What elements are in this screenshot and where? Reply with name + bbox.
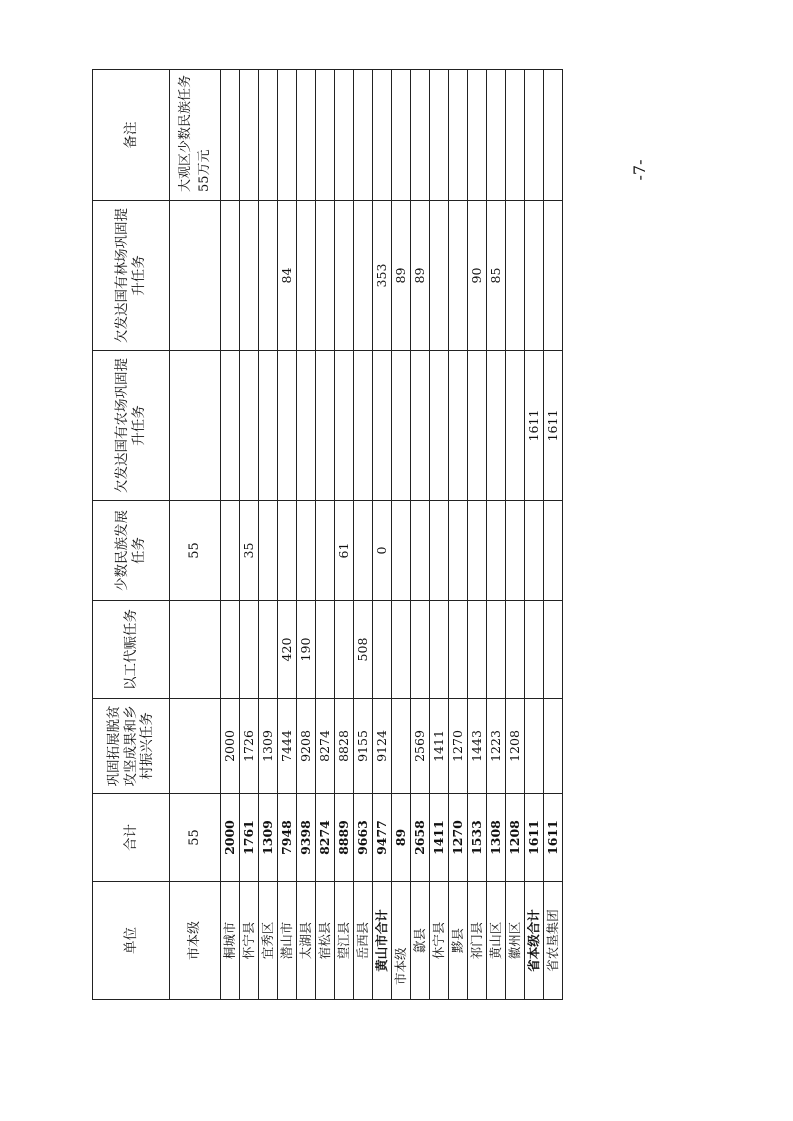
table-row [297,70,316,1000]
cell-nongchang [221,351,240,501]
cell-yigong [487,601,506,699]
cell-note [221,70,240,201]
cell-linchang [316,201,335,351]
cell-unit: 市本级 [170,882,221,1000]
cell-yigong: 508 [354,601,373,699]
cell-shaoshu [449,501,468,601]
cell-gonggu: 9155 [354,699,373,794]
cell-shaoshu [392,501,411,601]
cell-total: 2000 [221,794,240,882]
cell-unit: 望江县 [335,882,354,1000]
cell-shaoshu: 35 [240,501,259,601]
cell-shaoshu [487,501,506,601]
cell-shaoshu [259,501,278,601]
cell-linchang [506,201,525,351]
cell-unit: 黄山市合计 [373,882,392,1000]
cell-gonggu: 8828 [335,699,354,794]
page-number: -7- [630,159,649,181]
table-row [221,70,240,1000]
table-row [240,70,259,1000]
cell-linchang [449,201,468,351]
cell-linchang [335,201,354,351]
header-total: 合计 [93,794,170,882]
cell-gonggu: 7444 [278,699,297,794]
cell-nongchang [240,351,259,501]
cell-gonggu: 1270 [449,699,468,794]
cell-total: 1308 [487,794,506,882]
cell-yigong [170,601,221,699]
cell-linchang [259,201,278,351]
cell-unit: 太湖县 [297,882,316,1000]
cell-nongchang [468,351,487,501]
cell-note [449,70,468,201]
cell-shaoshu [468,501,487,601]
cell-linchang: 84 [278,201,297,351]
cell-unit: 省本级合计 [525,882,544,1000]
cell-total: 9663 [354,794,373,882]
cell-nongchang [506,351,525,501]
cell-shaoshu [221,501,240,601]
table-row [392,70,411,1000]
cell-unit: 怀宁县 [240,882,259,1000]
cell-note [354,70,373,201]
cell-unit: 省农垦集团 [544,882,563,1000]
cell-shaoshu [411,501,430,601]
cell-linchang [354,201,373,351]
cell-nongchang [430,351,449,501]
cell-total: 1533 [468,794,487,882]
table-row [506,70,525,1000]
cell-total: 1761 [240,794,259,882]
cell-nongchang: 1611 [544,351,563,501]
table-row [449,70,468,1000]
cell-nongchang [411,351,430,501]
cell-shaoshu [278,501,297,601]
table-row [487,70,506,1000]
table-row [544,70,563,1000]
table-row [316,70,335,1000]
table-row [259,70,278,1000]
cell-gonggu: 2569 [411,699,430,794]
cell-gonggu [544,699,563,794]
cell-yigong: 420 [278,601,297,699]
header-nongchang: 欠发达国有农场巩固提升任务 [93,351,170,501]
table-row [430,70,449,1000]
cell-nongchang [278,351,297,501]
cell-nongchang [259,351,278,501]
cell-gonggu: 1309 [259,699,278,794]
cell-note [544,70,563,201]
cell-gonggu [525,699,544,794]
cell-total: 9477 [373,794,392,882]
cell-shaoshu [316,501,335,601]
cell-total: 1270 [449,794,468,882]
cell-linchang [221,201,240,351]
cell-total: 8274 [316,794,335,882]
cell-yigong [525,601,544,699]
cell-total: 1411 [430,794,449,882]
cell-unit: 黄山区 [487,882,506,1000]
header-gonggu: 巩固拓展脱贫攻坚成果和乡村振兴任务 [93,699,170,794]
cell-shaoshu: 55 [170,501,221,601]
header-unit: 单位 [93,882,170,1000]
cell-gonggu: 1726 [240,699,259,794]
cell-total: 1309 [259,794,278,882]
cell-shaoshu: 0 [373,501,392,601]
cell-nongchang: 1611 [525,351,544,501]
cell-unit: 潜山市 [278,882,297,1000]
cell-yigong [221,601,240,699]
cell-gonggu: 1223 [487,699,506,794]
cell-note [335,70,354,201]
cell-note [468,70,487,201]
header-yigong: 以工代赈任务 [93,601,170,699]
cell-gonggu [170,699,221,794]
cell-unit: 黟县 [449,882,468,1000]
cell-nongchang [297,351,316,501]
cell-note [487,70,506,201]
cell-total: 1611 [525,794,544,882]
cell-yigong [373,601,392,699]
cell-unit: 宜秀区 [259,882,278,1000]
table-row [468,70,487,1000]
cell-yigong [468,601,487,699]
cell-linchang [544,201,563,351]
cell-linchang: 89 [411,201,430,351]
cell-unit: 桐城市 [221,882,240,1000]
cell-yigong [335,601,354,699]
cell-nongchang [373,351,392,501]
cell-nongchang [354,351,373,501]
cell-note [411,70,430,201]
cell-nongchang [487,351,506,501]
cell-gonggu: 8274 [316,699,335,794]
cell-total: 2658 [411,794,430,882]
table-row [170,70,221,1000]
cell-yigong: 190 [297,601,316,699]
cell-note [259,70,278,201]
cell-note [392,70,411,201]
cell-note [278,70,297,201]
cell-unit: 歙县 [411,882,430,1000]
table-row-subtotal [373,70,392,1000]
cell-shaoshu [354,501,373,601]
header-shaoshu: 少数民族发展任务 [93,501,170,601]
cell-note [297,70,316,201]
cell-total: 8889 [335,794,354,882]
cell-yigong [240,601,259,699]
cell-gonggu: 1208 [506,699,525,794]
cell-shaoshu [525,501,544,601]
cell-gonggu: 9124 [373,699,392,794]
cell-unit: 岳西县 [354,882,373,1000]
cell-nongchang [449,351,468,501]
cell-yigong [411,601,430,699]
cell-gonggu: 1411 [430,699,449,794]
cell-unit: 休宁县 [430,882,449,1000]
cell-linchang [525,201,544,351]
cell-total: 1611 [544,794,563,882]
cell-linchang: 85 [487,201,506,351]
cell-yigong [392,601,411,699]
cell-note [506,70,525,201]
cell-note [316,70,335,201]
cell-gonggu: 1443 [468,699,487,794]
table-row [354,70,373,1000]
cell-linchang [430,201,449,351]
cell-linchang: 353 [373,201,392,351]
cell-yigong [316,601,335,699]
rotated-table-wrapper [92,70,561,1000]
cell-yigong [544,601,563,699]
cell-nongchang [335,351,354,501]
cell-note [525,70,544,201]
cell-total: 9398 [297,794,316,882]
cell-gonggu: 9208 [297,699,316,794]
cell-gonggu [392,699,411,794]
cell-unit: 宿松县 [316,882,335,1000]
cell-linchang [297,201,316,351]
cell-unit: 市本级 [392,882,411,1000]
cell-nongchang [392,351,411,501]
cell-gonggu: 2000 [221,699,240,794]
cell-linchang [240,201,259,351]
table-row-subtotal [525,70,544,1000]
header-linchang: 欠发达国有林场巩固提升任务 [93,201,170,351]
allocation-table [92,69,563,1000]
cell-shaoshu [297,501,316,601]
header-note: 备注 [93,70,170,201]
cell-note [373,70,392,201]
cell-note: 大观区少数民族任务55万元 [170,70,221,201]
cell-total: 89 [392,794,411,882]
cell-yigong [430,601,449,699]
cell-linchang: 89 [392,201,411,351]
cell-unit: 徽州区 [506,882,525,1000]
table-row [335,70,354,1000]
cell-note [240,70,259,201]
table-row [278,70,297,1000]
cell-linchang: 90 [468,201,487,351]
cell-shaoshu [430,501,449,601]
cell-nongchang [170,351,221,501]
cell-shaoshu: 61 [335,501,354,601]
cell-note [430,70,449,201]
cell-yigong [259,601,278,699]
cell-yigong [506,601,525,699]
cell-nongchang [316,351,335,501]
cell-total: 55 [170,794,221,882]
cell-unit: 祁门县 [468,882,487,1000]
cell-shaoshu [506,501,525,601]
cell-shaoshu [544,501,563,601]
cell-yigong [449,601,468,699]
cell-total: 7948 [278,794,297,882]
cell-total: 1208 [506,794,525,882]
table-header-row [93,70,170,1000]
cell-linchang [170,201,221,351]
table-row [411,70,430,1000]
